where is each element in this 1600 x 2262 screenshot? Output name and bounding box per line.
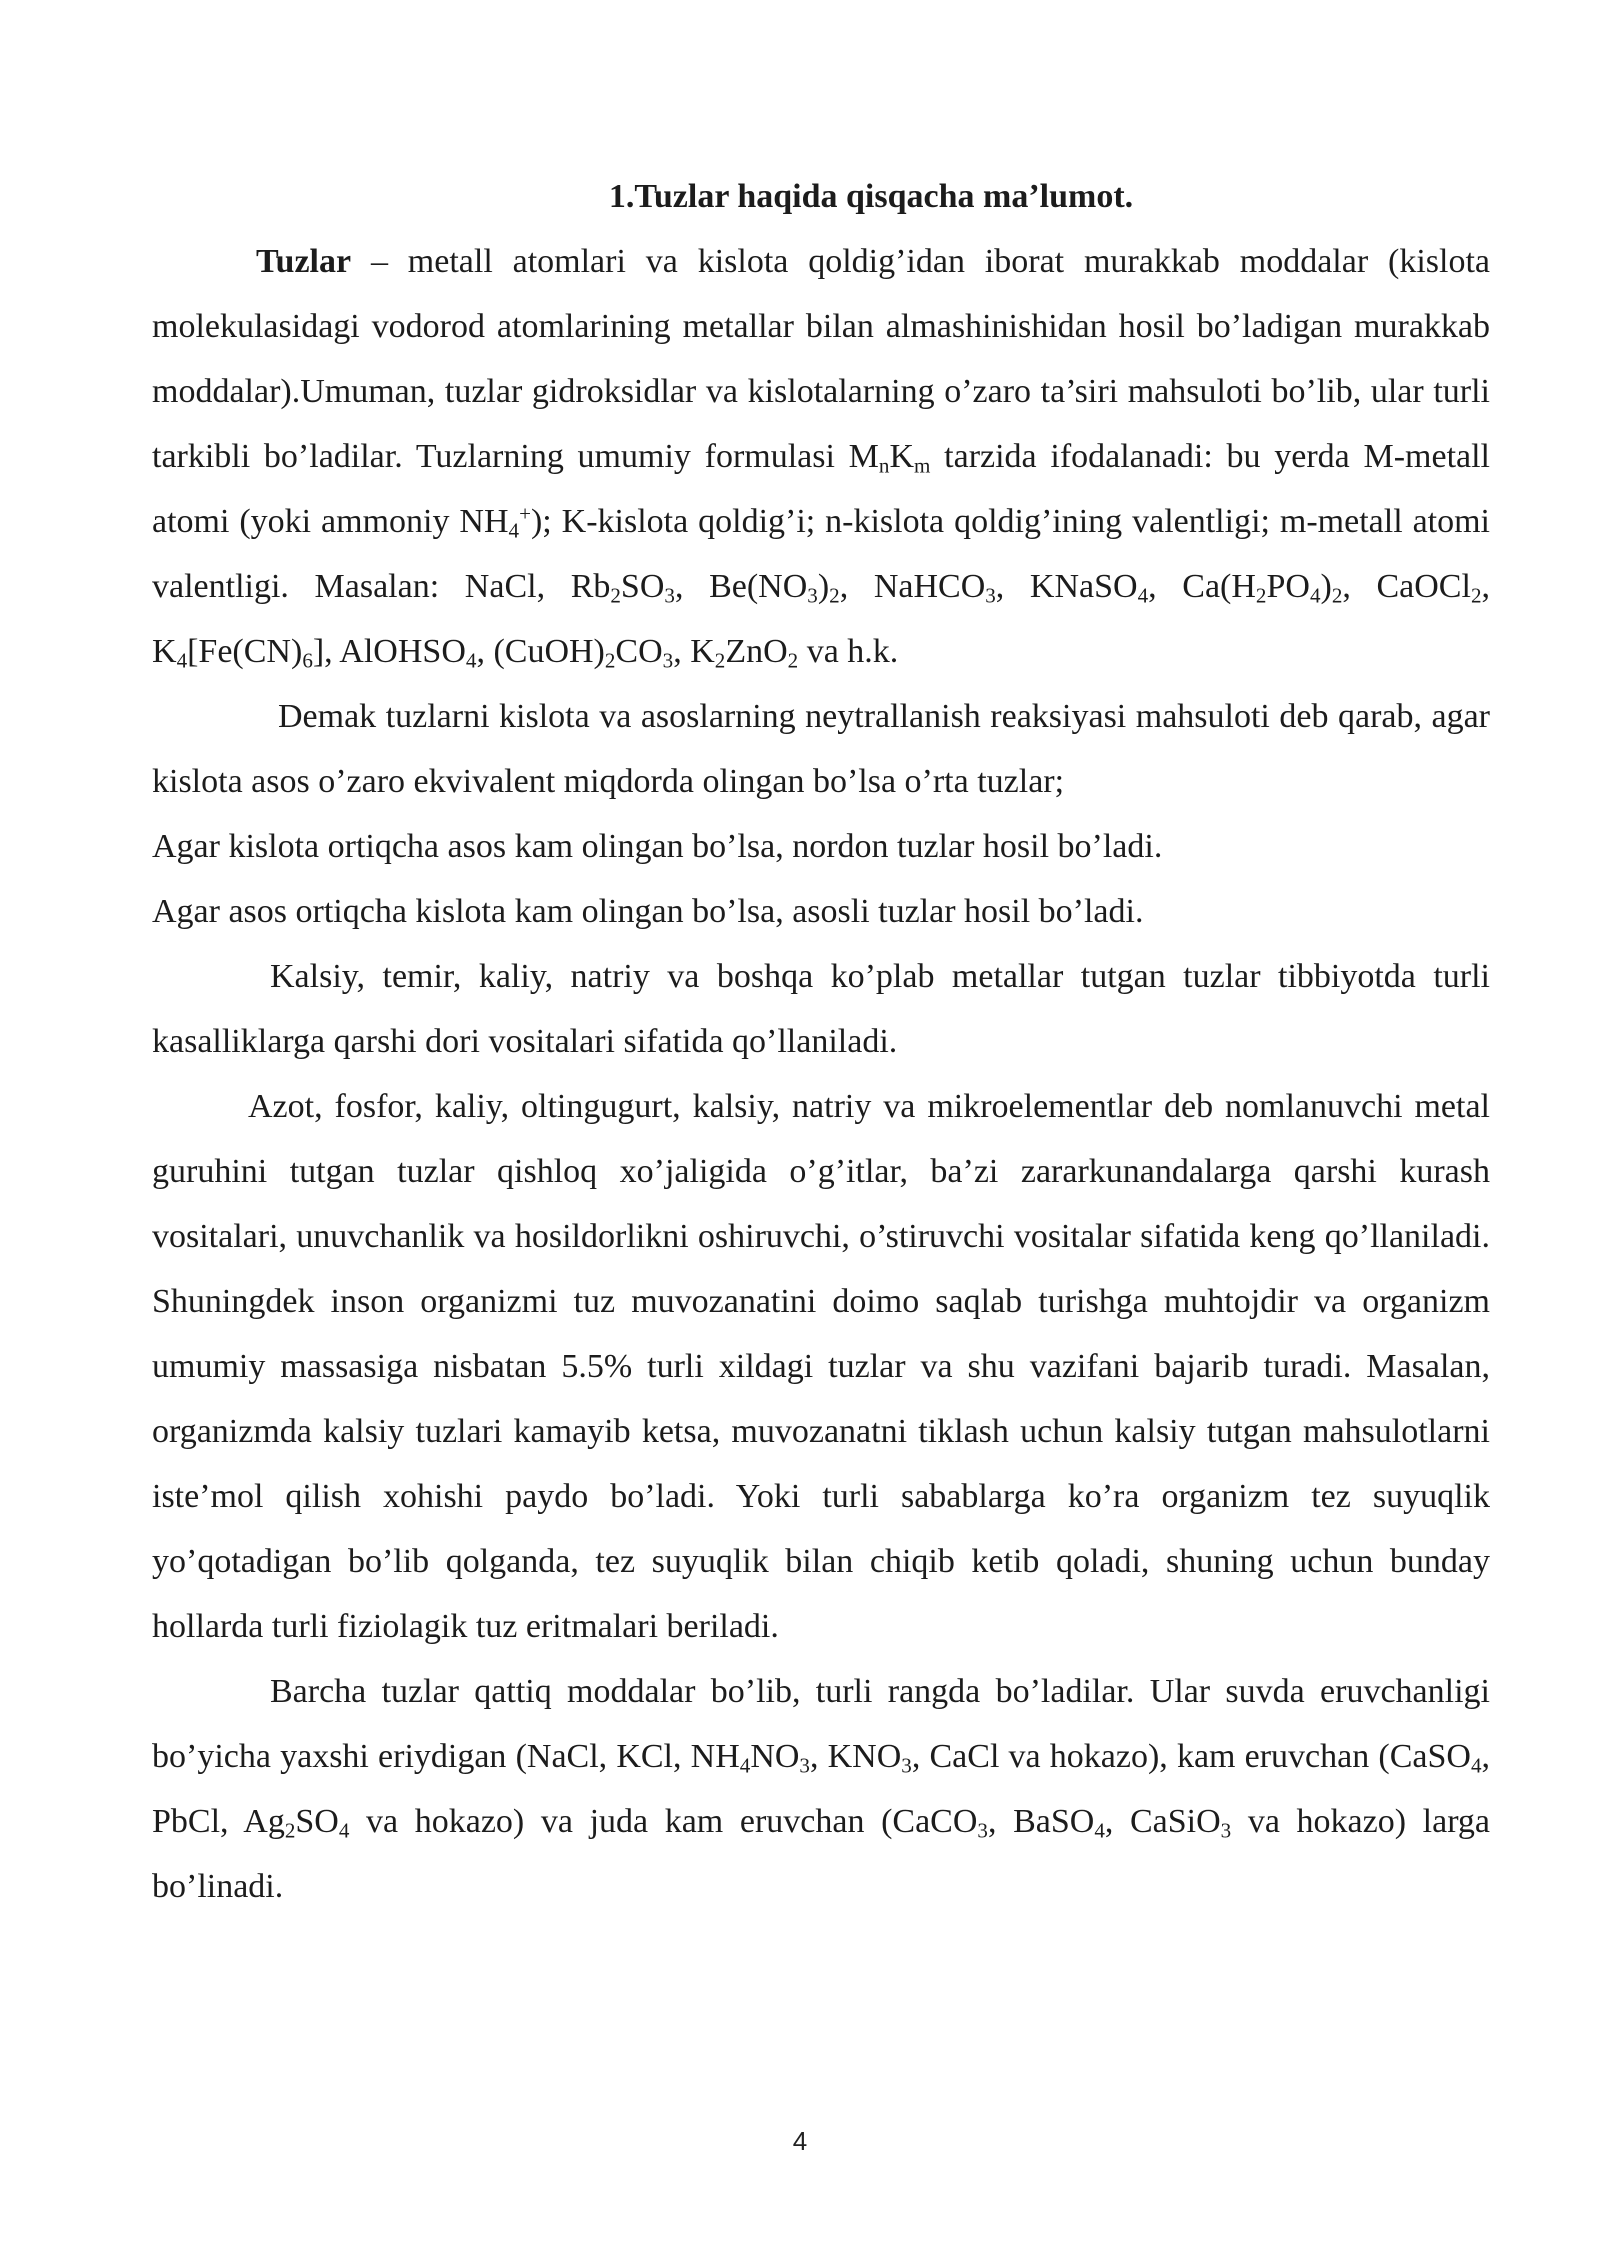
paragraph-definition: Tuzlar – metall atomlari va kislota qoldig’idan iborat murakkab moddalar (kislota molekulasidagi vodorod atomlarining metallar bilan almashinishidan hosil bo’ladigan murakkab moddalar).Umuman, tuzlar gidroksidlar va kislotalarning o’zaro ta’siri mahsuloti bo’lib, ular turli tarkibli bo’ladilar. Tuzlarning umumiy formulasi $M_nK_m$ tarzida ifodalanadi: bu yerda M-metall atomi (yoki ammoniy $NH_4^+$); K-kislota qoldig’i; n-kislota qoldig’ining valentligi; m-metall atomi valentligi. Masalan: NaCl, $Rb_2SO_3$, $Be(NO_3)_2$, NaHCO$_3$, KNaSO$_4$, $Ca(H_2PO_4)_2$, CaOCl$_2$, $K_4[Fe(CN)_6]$, AlOHSO$_4$, $(CuOH)_2CO_3$, $K_2ZnO_2$ va h.k. (152, 243, 1490, 673)
paragraph-neutralization: Demak tuzlarni kislota va asoslarning neytrallanish reaksiyasi mahsuloti deb qarab, agar kislota asos o’zaro ekvivalent miqdorda olingan bo’lsa o’rta tuzlar; (152, 698, 1490, 800)
paragraph-basic-salts: Agar asos ortiqcha kislota kam olingan bo’lsa, asosli tuzlar hosil bo’ladi. (152, 893, 1144, 930)
paragraph-agriculture: Azot, fosfor, kaliy, oltingugurt, kalsiy, natriy va mikroelementlar deb nomlanuvchi metal guruhini tutgan tuzlar qishloq xo’jaligida o’g’itlar, ba’zi zararkunandalarga qarshi kurash vositalari, unuvchanlik va hosildorlikni oshiruvchi, o’stiruvchi vositalar sifatida keng qo’llaniladi. Shuningdek inson organizmi tuz muvozanatini doimo saqlab turishga muhtojdir va organizm umumiy massasiga nisbatan 5.5% turli xildagi tuzlar va shu vazifani bajarib turadi. Masalan, organizmda kalsiy tuzlari kamayib ketsa, muvozanatni tiklash uchun kalsiy tutgan mahsulotlarni iste’mol qilish xohishi paydo bo’ladi. Yoki turli sabablarga ko’ra organizm tez suyuqlik yo’qotadigan bo’lib qolganda, tez suyuqlik bilan chiqib ketib qoladi, shuning uchun bunday hollarda turli fiziolagik tuz eritmalari beriladi. (152, 1088, 1490, 1645)
term-tuzlar: Tuzlar (256, 243, 352, 280)
page-number: 4 (792, 2126, 808, 2156)
section-title: 1.Tuzlar haqida qisqacha ma’lumot. (608, 178, 1134, 215)
paragraph-solubility: Barcha tuzlar qattiq moddalar bo’lib, turli rangda bo’ladilar. Ular suvda eruvchanligi bo’yicha yaxshi eriydigan (NaCl, KCl, $NH_4NO_3$, $KNO_3$, CaCl va hokazo), kam eruvchan (CaSO$_4$, PbCl, $Ag_2SO_4$ va hokazo) va juda kam eruvchan (CaCO$_3$, BaSO$_4$, CaSiO$_3$ va hokazo) larga bo’linadi. (152, 1673, 1491, 1905)
document-body (152, 164, 1490, 1919)
paragraph-medicine: Kalsiy, temir, kaliy, natriy va boshqa ko’plab metallar tutgan tuzlar tibbiyotda turli kasalliklarga qarshi dori vositalari sifatida qo’llaniladi. (152, 958, 1490, 1060)
paragraph-acid-salts: Agar kislota ortiqcha asos kam olingan bo’lsa, nordon tuzlar hosil bo’ladi. (152, 828, 1163, 865)
